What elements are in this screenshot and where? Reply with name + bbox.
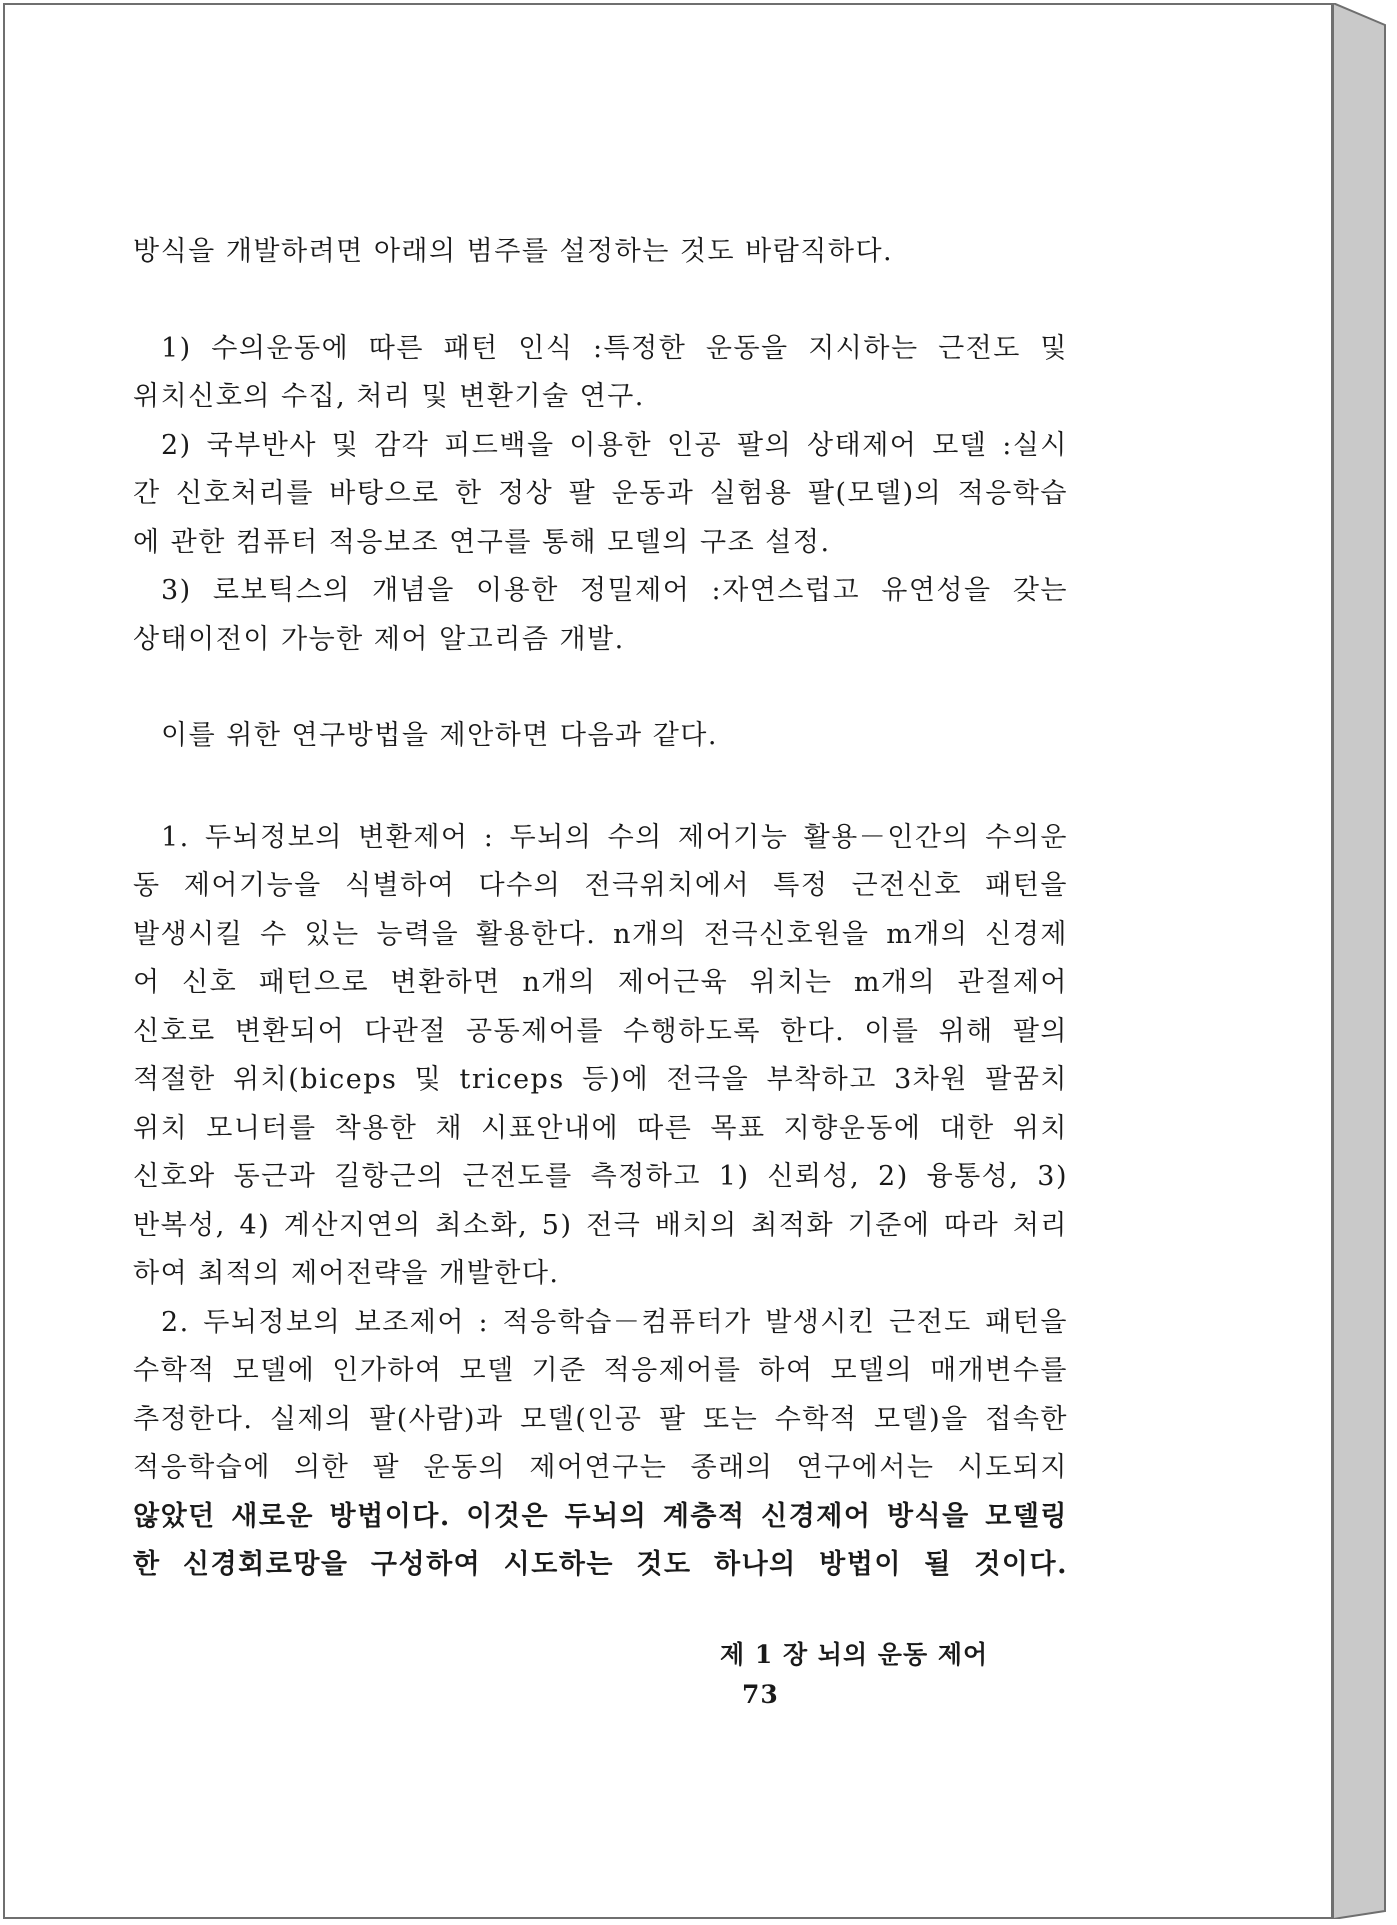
method-1-line: 1. 두뇌정보의 변환제어 : 두뇌의 수의 제어기능 활용－인간의 수의운 xyxy=(161,821,1068,853)
intro-line: 방식을 개발하려면 아래의 범주를 설정하는 것도 바람직하다. xyxy=(133,236,894,267)
page-footer xyxy=(720,1635,1040,1709)
method-1-line: 신호로 변환되어 다관절 공동제어를 수행하도록 한다. 이를 위해 팔의 xyxy=(133,1015,1068,1047)
page-number: 73 xyxy=(742,1680,779,1709)
method-2-line: 수학적 모델에 인가하여 모델 기준 적응제어를 하여 모델의 매개변수를 xyxy=(133,1355,1068,1386)
method-intro-line: 이를 위한 연구방법을 제안하면 다음과 같다. xyxy=(161,720,718,751)
spacer xyxy=(133,664,1068,712)
page-body xyxy=(133,228,1068,1590)
method-2-line: 2. 두뇌정보의 보조제어 : 적응학습－컴퓨터가 발생시킨 근전도 패턴을 xyxy=(161,1306,1068,1338)
method-2-line: 않았던 새로운 방법이다. 이것은 두뇌의 계층적 신경제어 방식을 모델링 xyxy=(133,1500,1068,1532)
category-3-line: 상태이전이 가능한 제어 알고리즘 개발. xyxy=(133,623,625,655)
spacer xyxy=(133,761,1068,814)
method-1-line: 동 제어기능을 식별하여 다수의 전극위치에서 특정 근전신호 패턴을 xyxy=(133,870,1068,901)
method-1-line: 어 신호 패턴으로 변환하면 n개의 제어근육 위치는 m개의 관절제어 xyxy=(133,967,1068,998)
chapter-title: 제 1 장 뇌의 운동 제어 xyxy=(720,1640,989,1669)
method-1-line: 신호와 동근과 길항근의 근전도를 측정하고 1) 신뢰성, 2) 융통성, 3) xyxy=(133,1161,1068,1192)
method-1-line: 하여 최적의 제어전략을 개발한다. xyxy=(133,1258,560,1289)
page-edge-shadow xyxy=(1333,3,1393,1919)
method-1-line: 적절한 위치(biceps 및 triceps 등)에 전극을 부착하고 3차원 팔꿈치 xyxy=(133,1064,1068,1095)
method-1-line: 반복성, 4) 계산지연의 최소화, 5) 전극 배치의 최적화 기준에 따라 처리 xyxy=(133,1209,1068,1241)
method-2-line: 한 신경회로망을 구성하여 시도하는 것도 하나의 방법이 될 것이다. xyxy=(133,1549,1068,1580)
method-1-line: 위치 모니터를 착용한 채 시표안내에 따른 목표 지향운동에 대한 위치 xyxy=(133,1112,1068,1144)
category-1-line: 1) 수의운동에 따른 패턴 인식 :특정한 운동을 지시하는 근전도 및 xyxy=(161,332,1068,364)
spacer xyxy=(133,277,1068,325)
method-2-line: 추정한다. 실제의 팔(사람)과 모델(인공 팔 또는 수학적 모델)을 접속한 xyxy=(133,1403,1068,1435)
category-3-line: 3) 로보틱스의 개념을 이용한 정밀제어 :자연스럽고 유연성을 갖는 xyxy=(161,575,1068,606)
category-2-line: 2) 국부반사 및 감각 피드백을 이용한 인공 팔의 상태제어 모델 :실시 xyxy=(161,429,1068,461)
category-2-line: 간 신호처리를 바탕으로 한 정상 팔 운동과 실험용 팔(모델)의 적응학습 xyxy=(133,478,1068,509)
category-2-line: 에 관한 컴퓨터 적응보조 연구를 통해 모델의 구조 설정. xyxy=(133,526,831,558)
method-1-line: 발생시킬 수 있는 능력을 활용한다. n개의 전극신호원을 m개의 신경제 xyxy=(133,918,1068,950)
category-1-line: 위치신호의 수집, 처리 및 변환기술 연구. xyxy=(133,381,645,412)
method-2-line: 적응학습에 의한 팔 운동의 제어연구는 종래의 연구에서는 시도되지 xyxy=(133,1452,1068,1483)
